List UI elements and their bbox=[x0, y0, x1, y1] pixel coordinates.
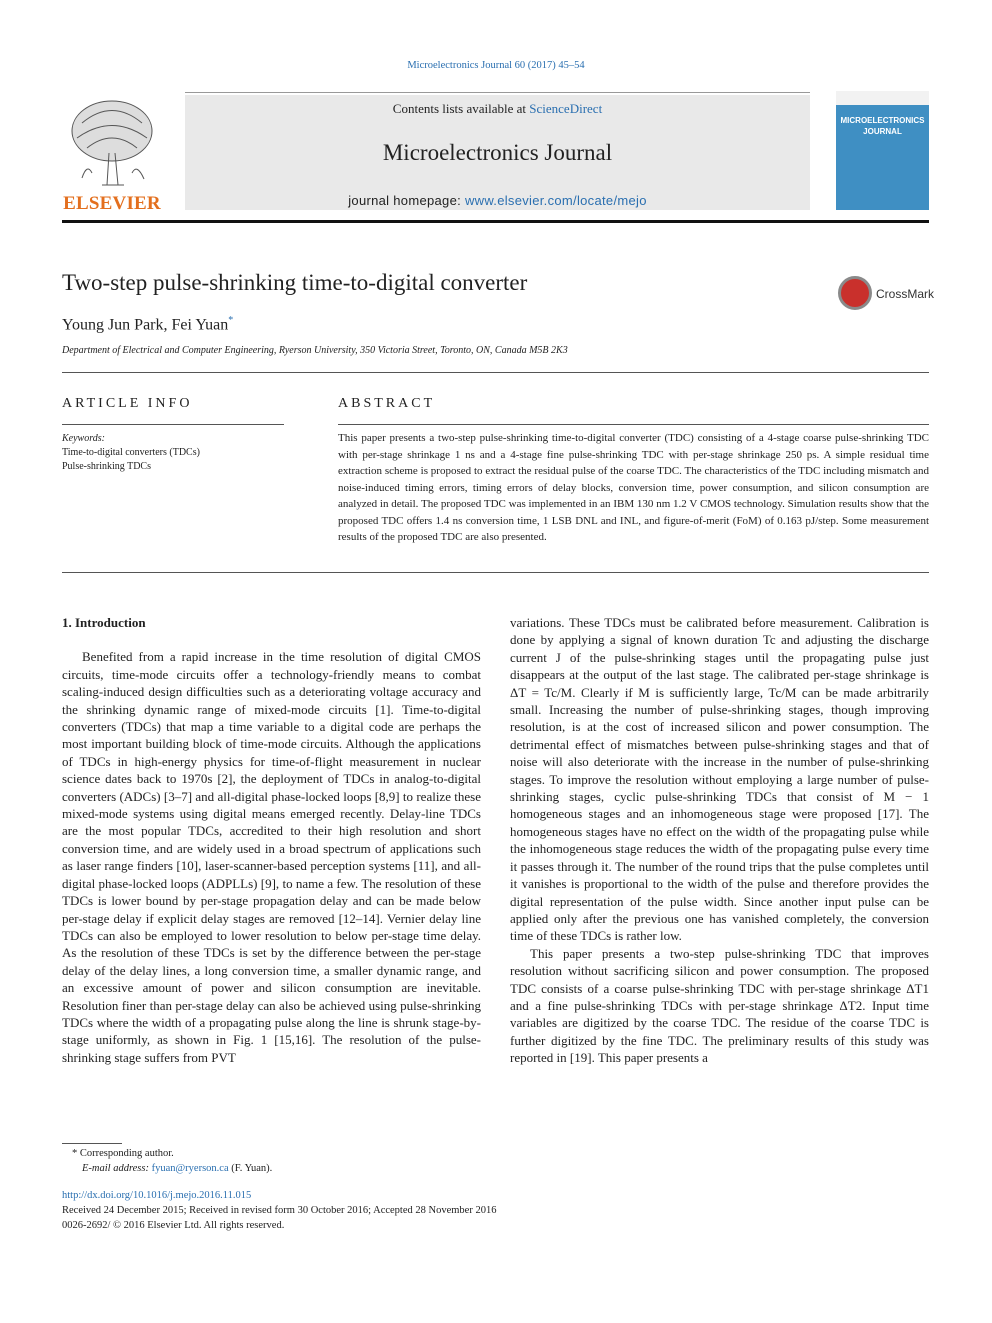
article-title: Two-step pulse-shrinking time-to-digital converter bbox=[62, 270, 528, 295]
keywords-label: Keywords: bbox=[62, 433, 105, 444]
keyword-item: Pulse-shrinking TDCs bbox=[62, 461, 151, 472]
journal-homepage bbox=[185, 193, 810, 208]
email-footnote bbox=[82, 1161, 272, 1176]
paragraph: This paper presents a two-step pulse-shrinking TDC that improves resolution without sacrificing silicon and power consumption. The proposed TDC consists of a coarse pulse-shrinking TDC with per-stage shrinkage ΔT1 and a fine pulse-shrinking TDCs with per-stage shrinkage ΔT2. Input time variables are digitized by the coarse TDC. The residue of the coarse TDC is further digitized by the fine TDC. The preliminary results of this study was reported in [19]. This paper presents a bbox=[510, 945, 929, 1066]
header-rule bbox=[185, 92, 810, 93]
journal-cover-image bbox=[836, 91, 929, 210]
journal-citation[interactable]: Microelectronics Journal 60 (2017) 45–54 bbox=[407, 60, 585, 71]
abstract-divider bbox=[62, 572, 929, 573]
elsevier-wordmark: ELSEVIER bbox=[63, 193, 161, 214]
footnote-rule bbox=[62, 1143, 122, 1144]
corresponding-footnote: * Corresponding author. bbox=[72, 1148, 174, 1159]
sciencedirect-link[interactable]: ScienceDirect bbox=[529, 101, 603, 116]
right-column bbox=[510, 614, 929, 1067]
affiliation: Department of Electrical and Computer Engineering, Ryerson University, 350 Victoria Street, Toronto, ON, Canada M5B 2K3 bbox=[62, 345, 568, 356]
doi-link[interactable]: http://dx.doi.org/10.1016/j.mejo.2016.11.015 bbox=[62, 1190, 252, 1201]
left-column bbox=[62, 614, 481, 1066]
crossmark-label[interactable]: CrossMark bbox=[876, 287, 935, 301]
cover-top-strip bbox=[836, 91, 929, 105]
contents-line bbox=[185, 101, 810, 117]
copyright: 0026-2692/ © 2016 Elsevier Ltd. All rights reserved. bbox=[62, 1220, 285, 1231]
article-info-heading: ARTICLE INFO bbox=[62, 396, 193, 411]
corresponding-author-mark[interactable]: * bbox=[228, 315, 234, 326]
author-names: Young Jun Park, Fei Yuan bbox=[62, 316, 229, 334]
homepage-link[interactable]: www.elsevier.com/locate/mejo bbox=[464, 193, 647, 208]
paragraph: variations. These TDCs must be calibrated before measurement. Calibration is done by applying a signal of known duration Tc and adjusting the discharge current J of the pulse-shrinking stages until the propagating pulse just disappears at the output of the last stage. The calibrated per-stage shrinkage is ΔT = Tc/M. Clearly if M is sufficiently large, Tc/M can be made arbitrarily small. Increasing the number of pulse-shrinking stages, though improving resolution, is at the cost of increased silicon and power consumption. The detrimental effect of mismatches between pulse-shrinking stages and that of noise will also deteriorate with the increase in the number of pulse-shrinking stages. To improve the resolution without employing a large number of pulse-shrinking stages, cyclic pulse-shrinking TDCs that consist of M − 1 homogeneous stages and an inhomogeneous stage were proposed [17]. The homogeneous stages have no effect on the width of the propagating pulse while the inhomogeneous stage reduces the width of the propagating pulse every time it passes through it. The number of the round trips that the pulse completes until it vanishes is proportional to the width of the pulse and therefore provides the digital representation of the pulse width. Since another input pulse can be applied only after the previous one has vanished completely, the conversion time of these TDCs is rather low. bbox=[510, 615, 929, 944]
email-suffix: (F. Yuan). bbox=[228, 1163, 273, 1174]
cover-title: MICROELECTRONICS JOURNAL bbox=[840, 116, 925, 136]
abstract-rule bbox=[338, 424, 929, 425]
title-divider bbox=[62, 372, 929, 373]
header-divider bbox=[62, 220, 929, 223]
homepage-prefix: journal homepage: bbox=[348, 193, 465, 208]
abstract-text: This paper presents a two-step pulse-shrinking time-to-digital converter (TDC) consisting of a 4-stage coarse pulse-shrinking TDC with per-stage shrinkage 1 ns and a 4-stage fine pulse-shrinking TDC with per-stage shrinkage 250 ps. A simple residual time extraction scheme is proposed to extract the residual pulse of the coarse TDC. The characteristics of the TDC including mismatch and noise-induced timing errors, timing errors of delay blocks, conversion time, power consumption, and silicon consumption are analyzed in detail. The proposed TDC was implemented in an IBM 130 nm 1.2 V CMOS technology. Simulation results show that the proposed TDC offers 1.4 ns conversion time, 1 LSB DNL and INL, and figure-of-merit (FoM) of 0.163 pJ/step. Some measurement results of the proposed TDC are also presented. bbox=[338, 432, 929, 543]
email-link[interactable]: fyuan@ryerson.ca bbox=[151, 1163, 229, 1174]
paragraph: Benefited from a rapid increase in the time resolution of digital CMOS circuits, time-mode circuits offer a technology-friendly means to combat scaling-induced design difficulties such as a deteriorating voltage accuracy and the shrinking dynamic range of mixed-mode circuits [1]. Time-to-digital converters (TDCs) that map a time variable to a digital code are perhaps the most important building block of time-mode circuits. Although the applications of TDCs in high-energy physics for time-of-flight measurement in nuclear science dates back to 1970s [2], the deployment of TDCs in analog-to-digital converters (ADCs) [3–7] and all-digital phase-locked loops [8,9] to realize these mixed-mode systems using digital means emerged recently. Delay-line TDCs are the most popular TDCs, accredited to their high resolution and short conversion time, and are widely used in a broad spectrum of applications such as laser range finders [10], laser-scanner-based perception systems [11], and all-digital phase-locked loops (ADPLLs) [9], to name a few. The resolution of these TDCs is lower bound by per-stage propagation delay and can be made below per-stage delay if explicit delay stages are removed [12–14]. Vernier delay line TDCs can also be employed to lower resolution to below per-stage time delay. As the resolution of these TDCs is set by the difference between the per-stage delay of the delay lines, a long conversion time, a smaller dynamic range, and an excessive amount of power and silicon consumption are inevitable. Resolution finer than per-stage delay can also be achieved using pulse-shrinking TDCs where the width of a propagating pulse along the line is shrunk stage-by-stage uniformly, as shown in Fig. 1 [15,16]. The resolution of the pulse-shrinking stage suffers from PVT bbox=[62, 649, 481, 1065]
email-label: E-mail address: bbox=[82, 1163, 152, 1174]
keywords-block bbox=[62, 432, 200, 474]
section-heading: 1. Introduction bbox=[62, 615, 146, 630]
article-info-rule bbox=[62, 424, 284, 425]
journal-title: Microelectronics Journal bbox=[382, 140, 613, 165]
contents-prefix: Contents lists available at bbox=[392, 101, 530, 116]
abstract-heading: ABSTRACT bbox=[338, 396, 436, 411]
received-dates: Received 24 December 2015; Received in revised form 30 October 2016; Accepted 28 November 2016 bbox=[62, 1205, 497, 1216]
crossmark-icon[interactable] bbox=[838, 276, 872, 310]
keyword-item: Time-to-digital converters (TDCs) bbox=[62, 447, 200, 458]
authors bbox=[62, 315, 233, 334]
